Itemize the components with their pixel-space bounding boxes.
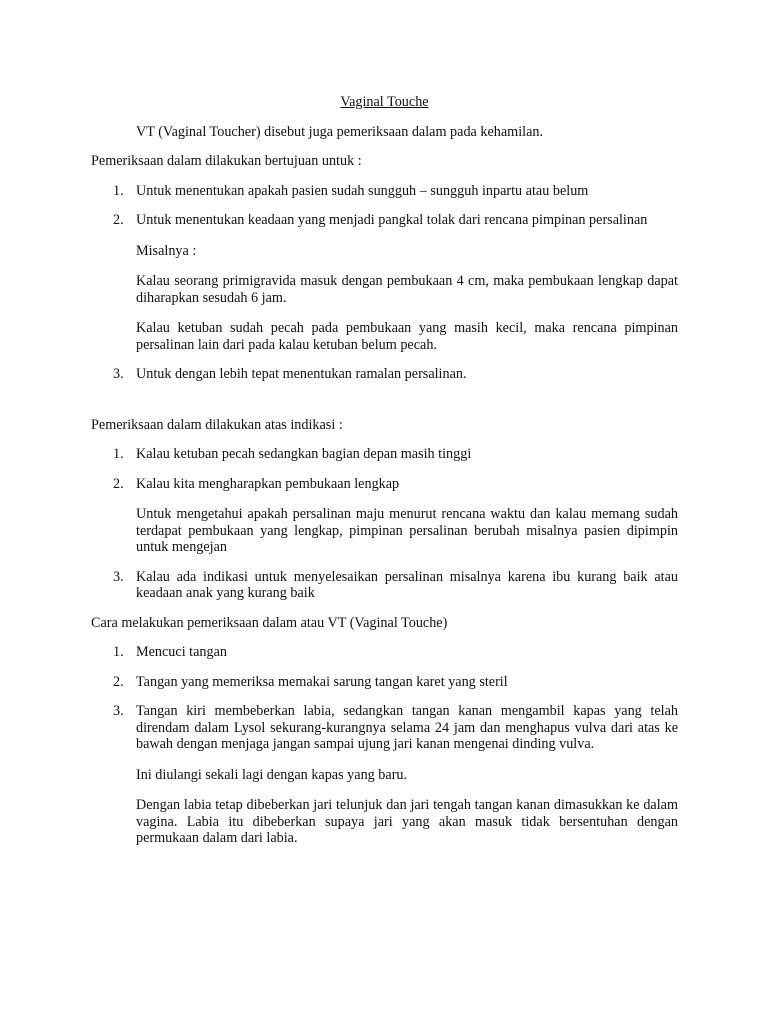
list-number: 1. bbox=[113, 644, 124, 660]
indication-list bbox=[91, 446, 678, 602]
sub-paragraph: Kalau seorang primigravida masuk dengan pembukaan 4 cm, maka pembukaan lengkap dapat diharapkan sesudah 6 jam. bbox=[136, 273, 678, 306]
list-item-text: Untuk menentukan apakah pasien sudah sungguh – sungguh inpartu atau belum bbox=[136, 182, 589, 199]
list-item bbox=[91, 476, 678, 556]
list-item bbox=[91, 183, 678, 200]
list-item-text: Untuk menentukan keadaan yang menjadi pangkal tolak dari rencana pimpinan persalinan bbox=[136, 212, 648, 228]
sub-paragraph: Kalau ketuban sudah pecah pada pembukaan yang masih kecil, maka rencana pimpinan persalinan lain dari pada kalau ketuban belum pecah. bbox=[136, 320, 678, 353]
list-item bbox=[91, 212, 678, 353]
list-number: 3. bbox=[113, 568, 124, 585]
list-number: 2. bbox=[113, 212, 124, 228]
sub-paragraph: Dengan labia tetap dibeberkan jari telunjuk dan jari tengah tangan kanan dimasukkan ke dalam vagina. Labia itu dibeberkan supaya jari yang akan masuk tidak bersentuhan dengan permukaan dalam dari labia. bbox=[136, 797, 678, 846]
sub-paragraph: Misalnya : bbox=[136, 242, 197, 259]
list-item bbox=[91, 366, 678, 383]
list-item bbox=[91, 703, 678, 847]
list-number: 1. bbox=[113, 446, 124, 462]
section-heading-purpose: Pemeriksaan dalam dilakukan bertujuan untuk : bbox=[91, 153, 362, 169]
list-item-text: Mencuci tangan bbox=[136, 644, 227, 660]
list-number: 3. bbox=[113, 366, 124, 382]
intro-paragraph: VT (Vaginal Toucher) disebut juga pemeriksaan dalam pada kehamilan. bbox=[136, 123, 544, 140]
list-number: 2. bbox=[113, 673, 124, 690]
list-item-text: Tangan kiri membeberkan labia, sedangkan tangan kanan mengambil kapas yang telah direndam dalam Lysol sekurang-kurangnya selama 24 jam dan menghapus vulva dari atas ke bawah dengan menjaga jangan sampai ujung jari kanan mengenai dinding vulva. bbox=[136, 703, 678, 752]
document-body bbox=[91, 94, 678, 860]
spacer bbox=[91, 396, 678, 417]
list-number: 2. bbox=[113, 475, 124, 492]
purpose-list bbox=[91, 183, 678, 383]
list-number: 1. bbox=[113, 182, 124, 199]
sub-paragraph: Untuk mengetahui apakah persalinan maju menurut rencana waktu dan kalau memang sudah terdapat pembukaan yang lengkap, pimpinan persalinan berubah misalnya pasien dipimpin untuk mengejan bbox=[136, 506, 678, 555]
sub-paragraph: Ini diulangi sekali lagi dengan kapas yang baru. bbox=[136, 766, 408, 783]
procedure-list bbox=[91, 644, 678, 847]
list-item-text: Untuk dengan lebih tepat menentukan ramalan persalinan. bbox=[136, 366, 467, 382]
list-item bbox=[91, 644, 678, 661]
list-item bbox=[91, 569, 678, 602]
section-heading-procedure: Cara melakukan pemeriksaan dalam atau VT (Vaginal Touche) bbox=[91, 614, 448, 631]
list-item-text: Kalau kita mengharapkan pembukaan lengkap bbox=[136, 475, 400, 492]
list-item-text: Tangan yang memeriksa memakai sarung tangan karet yang steril bbox=[136, 673, 508, 690]
list-item-text: Kalau ketuban pecah sedangkan bagian depan masih tinggi bbox=[136, 446, 472, 462]
list-number: 3. bbox=[113, 703, 124, 719]
document-title: Vaginal Touche bbox=[340, 94, 429, 110]
section-heading-indication: Pemeriksaan dalam dilakukan atas indikasi : bbox=[91, 416, 343, 433]
list-item-text: Kalau ada indikasi untuk menyelesaikan persalinan misalnya karena ibu kurang baik atau keadaan anak yang kurang baik bbox=[136, 568, 678, 601]
list-item bbox=[91, 674, 678, 691]
list-item bbox=[91, 446, 678, 463]
